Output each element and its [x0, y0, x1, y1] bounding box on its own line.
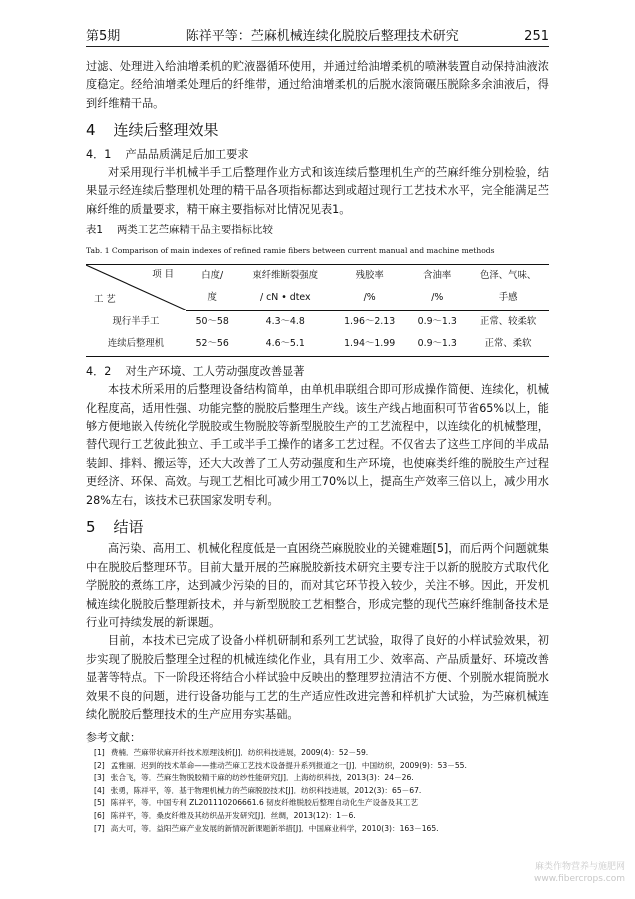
row-process: 现行半手工 [112, 315, 160, 327]
reference-item [86, 823, 549, 836]
subsection-4-2-text: 本技术所采用的后整理设备结构简单，由单机串联组合即可形成操作简便、连续化，机械化程度高，适用性强、功能完整的脱胶后整理生产线。该生产线占地面积可节省65%以上，能够方便地嵌入传统化学脱胶或生物脱胶等新型脱胶生产的工艺流程中，以连续化的机械整理，替代现行工艺彼此独立、手工或半手工操作的诸多工艺过程。不仅省去了这些工序间的半成品装卸、排料、搬运等，还大大改善了工人劳动强度和生产环境，也使麻类纤维的脱胶生产过程更经济、环保、高效。与现工艺相比可减少用工70%以上，提高生产效率三倍以上，减少用水28%左右，该技术已获国家发明专利。 [86, 383, 549, 507]
section-5-title: 结语 [113, 517, 144, 536]
header-color-odor-unit: 手感 [467, 287, 549, 310]
page-header [86, 22, 549, 44]
table-cell: 0.9～1.3 [407, 333, 467, 356]
subsection-4-1-text: 对采用现行半机械半手工后整理作业方式和该连续后整理机生产的苎麻纤维分别检验，结果显示经连续后整理机处理的精干品各项指标都达到或超过现行工艺技术水平，完全能满足苎麻纤维的质量要求，精干麻主要指标对比情况见表1。 [86, 166, 549, 216]
table-cell: 1.94～1.99 [332, 333, 407, 356]
reference-item [86, 760, 549, 773]
references [86, 732, 549, 835]
conclusion-paragraph-1: 高污染、高用工、机械化程度低是一直困绕苎麻脱胶业的关键难题[5]，而后两个问题就集中在脱胶后整理环节。目前大量开展的苎麻脱胶新技术研究主要专注于以新的脱胶方式取代化学脱胶的煮练工序，达到减少污染的目的，而对其它环节投入较少，关注不够。因此，开发机械连续化脱胶后整理新技术，并与新型脱胶工艺相整合，形成完整的现代苎麻纤维制备技术是行业可持续发展的新课题。 [86, 542, 549, 629]
table-cell: 4.3～4.8 [265, 315, 305, 327]
table-row [86, 333, 549, 356]
corner-process-label: 工 艺 [94, 293, 116, 305]
reference-text: 孟雅丽．迟到的技术革命——推动苎麻工艺技术设备提升系列报道之一[J]．中国纺织，2009(9)：53－55. [110, 760, 467, 770]
header-residual-gum-unit: /% [332, 287, 407, 310]
table-cell: 1.96～2.13 [344, 315, 396, 327]
conclusion-paragraph-2: 目前，本技术已完成了设备小样机研制和系列工艺试验，取得了良好的小样试验效果，初步实现了脱胶后整理全过程的机械连续化作业，具有用工少、效率高、产品质量好、环境改善显著等特点。下一阶段还将结合小样试验中反映出的整理罗拉清洁不方便、个别脱水辊筒脱水效果不良的问题，进行设备功能与工艺的生产适应性改进完善和样机扩大试验，为苎麻机械连续化脱胶后整理技术的生产应用夯实基础。 [86, 634, 549, 721]
subsection-4-1-title: 产品品质满足后加工要求 [125, 147, 249, 161]
table-cell: 正常、较柔软 [479, 315, 537, 327]
table-caption-en: Tab. 1 Comparison of main indexes of refined ramie fibers between current manual and machine methods [86, 245, 495, 255]
section-5-number: 5 [86, 517, 96, 536]
table-cell: 4.6～5.1 [238, 333, 332, 356]
subsection-4-2-title: 对生产环境、工人劳动强度改善显著 [125, 364, 305, 378]
reference-text: 张勇，陈祥平，等．基于物理机械力的苎麻脱胶技术[J]．纺织科技进展，2012(3)：65－67. [110, 785, 422, 795]
comparison-table [86, 264, 549, 357]
header-color-odor: 色泽、气味、 [467, 265, 549, 288]
header-oil-content-unit: /% [407, 287, 467, 310]
reference-text: 陈祥平，等．桑皮纤维及其纺织品开发研究[J]．丝绸，2013(12)：1－6. [110, 810, 356, 820]
issue-number: 第5期 [86, 29, 121, 44]
section-4-heading [86, 121, 549, 139]
table-corner-cell [86, 265, 186, 311]
reference-text: 高大可，等．益阳苎麻产业发展的新情况新课题新举措[J]．中国麻业科学，2010(3)：163－165. [110, 823, 439, 833]
table-number: 表1 [86, 224, 104, 237]
subsection-4-2-number: 4．2 [86, 364, 112, 378]
table-title: 两类工艺苎麻精干品主要指标比较 [117, 224, 273, 237]
intro-paragraph: 过滤、处理进入给油增柔机的贮液器循环使用，并通过给油增柔机的喷淋装置自动保持油液浓度稳定。经给油增柔处理后的纤维带，通过给油增柔机的后脱水滚筒碾压脱除多余油液后，得到纤维精干品。 [86, 60, 549, 110]
watermark-title: 麻类作物营养与施肥网 [534, 862, 625, 872]
header-whiteness: 白度/ [186, 265, 238, 288]
reference-item [86, 747, 549, 760]
reference-text: 费楠．苎麻带状麻开纤技术原理浅析[J]．纺织科技进展，2009(4)：52－59. [110, 748, 369, 757]
table-caption [86, 221, 549, 239]
reference-number: [7] [94, 823, 105, 833]
subsection-4-1-heading [86, 146, 549, 164]
reference-number: [1] [94, 748, 105, 757]
subsection-4-1-number: 4．1 [86, 147, 112, 161]
reference-item [86, 772, 549, 785]
section-4-number: 4 [86, 121, 96, 140]
page-number: 251 [524, 29, 549, 44]
reference-item [86, 797, 549, 810]
section-4-title: 连续后整理效果 [113, 121, 219, 140]
running-title: 陈祥平等：苎麻机械连续化脱胶后整理技术研究 [185, 29, 459, 44]
reference-number: [2] [94, 760, 105, 770]
header-strength: 束纤维断裂强度 [238, 265, 332, 288]
reference-item [86, 810, 549, 823]
corner-item-label: 项 目 [152, 269, 174, 281]
header-rule [86, 46, 549, 47]
table-row [86, 310, 549, 333]
header-residual-gum: 残胶率 [332, 265, 407, 288]
table-cell: 50～58 [195, 315, 229, 327]
watermark-url: www.fibercrops.com [534, 874, 625, 884]
subsection-4-2-heading [86, 363, 549, 381]
site-watermark [534, 861, 625, 885]
header-whiteness-unit: 度 [186, 287, 238, 310]
header-strength-unit: / cN • dtex [238, 287, 332, 310]
table-cell: 52～56 [186, 333, 238, 356]
article-body [86, 58, 549, 835]
table-cell: 正常、柔软 [467, 333, 549, 356]
section-5-heading [86, 518, 549, 536]
reference-item [86, 785, 549, 798]
references-title: 参考文献： [86, 731, 141, 745]
header-oil-content: 含油率 [407, 265, 467, 288]
reference-text: 陈祥平，等．中国专利 ZL201110206661.6 韧皮纤维脱胶后整理自动化生产设备及其工艺 [110, 798, 419, 808]
reference-number: [6] [94, 810, 105, 820]
reference-number: [4] [94, 785, 105, 795]
reference-number: [3] [94, 773, 105, 783]
reference-number: [5] [94, 798, 105, 808]
table-cell: 0.9～1.3 [417, 315, 457, 327]
reference-text: 张合飞，等．苎麻生物脱胶精干麻的纺纱性能研究[J]．上海纺织科技，2013(3)：24－26. [110, 773, 414, 783]
row-process: 连续后整理机 [86, 333, 186, 356]
